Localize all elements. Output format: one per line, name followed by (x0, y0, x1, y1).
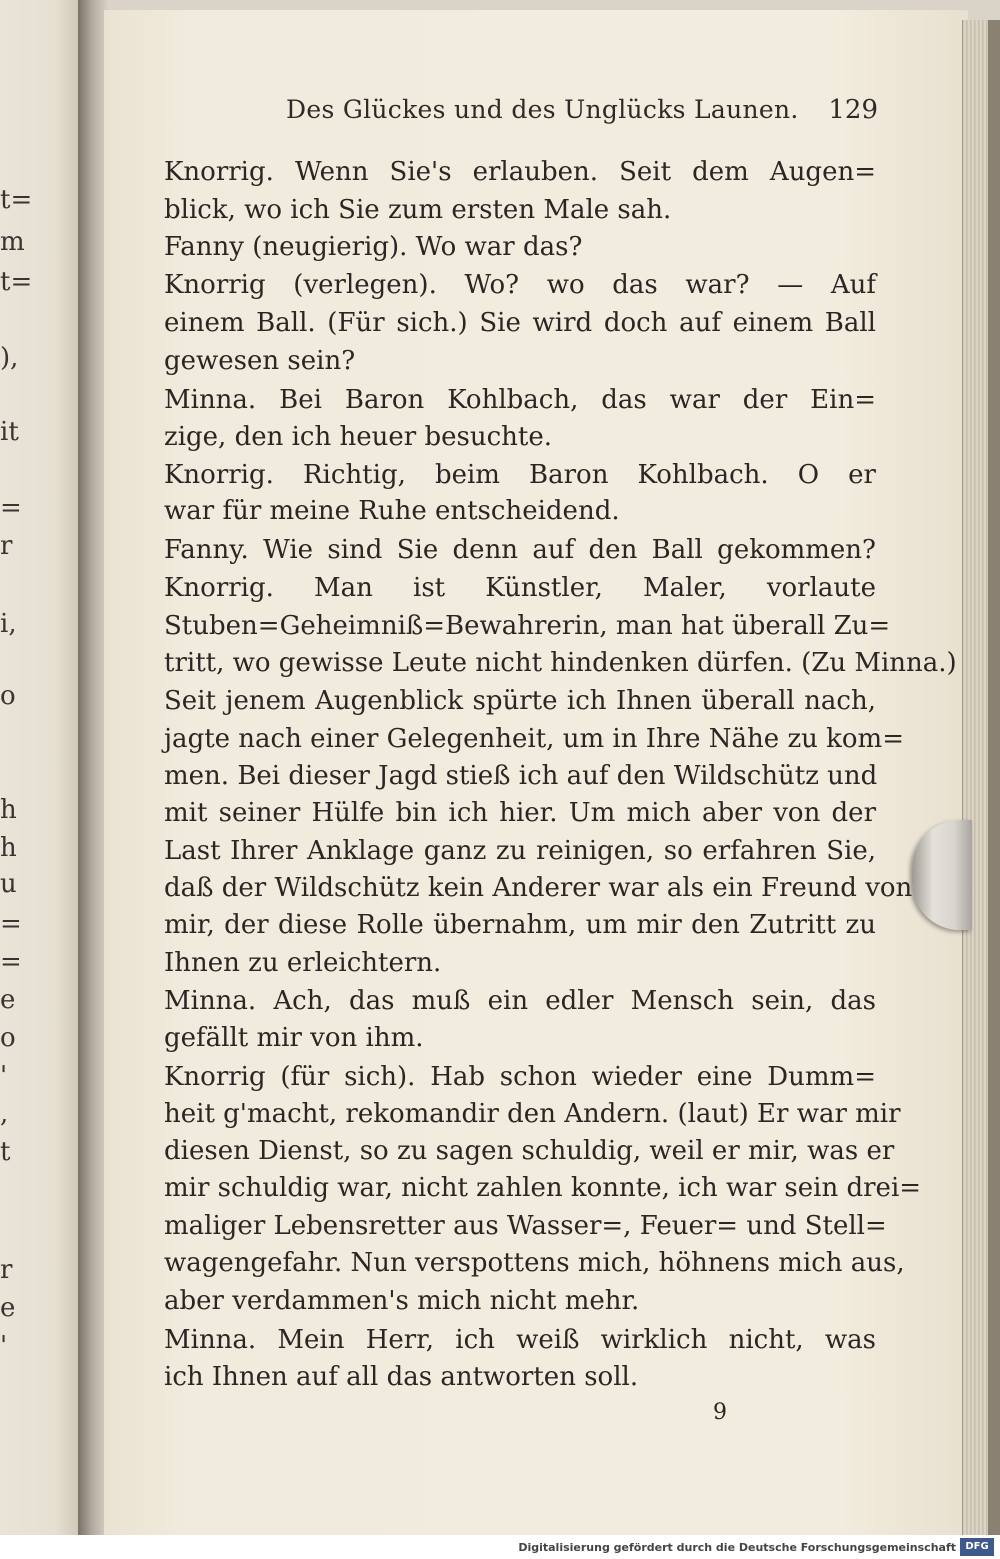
text-line: Knorrig (für sich). Hab schon wieder eine Dumm= (164, 1062, 876, 1092)
previous-page-edge (0, 0, 80, 1535)
prev-page-fragment: r (0, 531, 13, 561)
text-line: daß der Wildschütz kein Anderer war als ein Freund von (164, 873, 913, 903)
text-line: tritt, wo gewisse Leute nicht hindenken dürfen. (Zu Minna.) (164, 648, 957, 678)
prev-page-fragment: t= (0, 267, 33, 297)
text-line: gewesen sein? (164, 346, 356, 376)
text-line: Stuben=Geheimniß=Bewahrerin, man hat überall Zu= (164, 611, 891, 641)
text-line: Knorrig. Man ist Künstler, Maler, vorlaute (164, 573, 876, 603)
page-number: 129 (828, 95, 878, 125)
prev-page-fragment: ), (0, 343, 19, 373)
text-line: gefällt mir von ihm. (164, 1023, 424, 1053)
text-line: zige, den ich heuer besuchte. (164, 422, 552, 452)
prev-page-fragment: o (0, 1023, 16, 1053)
text-line: mir, der diese Rolle übernahm, um mir den Zutritt zu (164, 910, 876, 940)
text-line: Knorrig (verlegen). Wo? wo das war? — Auf (164, 270, 876, 300)
text-line: Last Ihrer Anklage ganz zu reinigen, so erfahren Sie, (164, 836, 876, 866)
prev-page-fragment: h (0, 833, 17, 863)
prev-page-fragment: i, (0, 609, 17, 639)
prev-page-fragment: = (0, 909, 22, 939)
prev-page-fragment: it (0, 417, 19, 447)
prev-page-fragment: m (0, 227, 25, 257)
text-line: Minna. Mein Herr, ich weiß wirklich nicht, was (164, 1325, 876, 1355)
prev-page-fragment: ' (0, 1061, 8, 1091)
funding-credit: Digitalisierung gefördert durch die Deutsche Forschungsgemeinschaft (518, 1541, 956, 1554)
signature-mark: 9 (713, 1400, 727, 1425)
prev-page-fragment: o (0, 681, 16, 711)
text-line: Fanny. Wie sind Sie denn auf den Ball gekommen? (164, 535, 876, 565)
text-line: Seit jenem Augenblick spürte ich Ihnen überall nach, (164, 686, 876, 716)
text-line: Knorrig. Wenn Sie's erlauben. Seit dem Augen= (164, 157, 876, 187)
text-line: men. Bei dieser Jagd stieß ich auf den Wildschütz und (164, 761, 878, 791)
prev-page-fragment: e (0, 985, 16, 1015)
text-line: mit seiner Hülfe bin ich hier. Um mich aber von der (164, 798, 876, 828)
prev-page-fragment: e (0, 1293, 16, 1323)
prev-page-fragment: , (0, 1099, 9, 1129)
text-line: heit g'macht, rekomandir den Andern. (laut) Er war mir (164, 1099, 901, 1129)
book-cover-edge (988, 20, 1000, 1535)
prev-page-fragment: r (0, 1255, 13, 1285)
prev-page-fragment: t= (0, 185, 33, 215)
text-line: Ihnen zu erleichtern. (164, 948, 442, 978)
text-line: diesen Dienst, so zu sagen schuldig, weil er mir, was er (164, 1136, 895, 1166)
text-line: aber verdammen's mich nicht mehr. (164, 1286, 640, 1316)
page-fore-edge (962, 20, 989, 1535)
prev-page-fragment: t (0, 1137, 11, 1167)
prev-page-fragment: = (0, 493, 22, 523)
text-line: wagengefahr. Nun verspottens mich, höhnens mich aus, (164, 1248, 905, 1278)
text-line: war für meine Ruhe entscheidend. (164, 496, 620, 526)
text-line: mir schuldig war, nicht zahlen konnte, ich war sein drei= (164, 1173, 922, 1203)
dfg-logo: DFG (960, 1538, 994, 1556)
text-line: blick, wo ich Sie zum ersten Male sah. (164, 195, 672, 225)
text-line: maliger Lebensretter aus Wasser=, Feuer= und Stell= (164, 1211, 887, 1241)
prev-page-fragment: u (0, 869, 17, 899)
text-line: einem Ball. (Für sich.) Sie wird doch auf einem Ball (164, 308, 876, 338)
running-head: Des Glückes und des Unglücks Launen. (286, 95, 799, 124)
text-line: Minna. Bei Baron Kohlbach, das war der Ein= (164, 385, 876, 415)
prev-page-fragment: ' (0, 1331, 8, 1361)
prev-page-fragment: h (0, 795, 17, 825)
text-line: Knorrig. Richtig, beim Baron Kohlbach. O er (164, 460, 876, 490)
text-line: Fanny (neugierig). Wo war das? (164, 232, 583, 262)
prev-page-fragment: = (0, 947, 22, 977)
text-line: ich Ihnen auf all das antworten soll. (164, 1362, 639, 1392)
text-line: Minna. Ach, das muß ein edler Mensch sein, das (164, 986, 876, 1016)
text-line: jagte nach einer Gelegenheit, um in Ihre Nähe zu kom= (164, 724, 904, 754)
